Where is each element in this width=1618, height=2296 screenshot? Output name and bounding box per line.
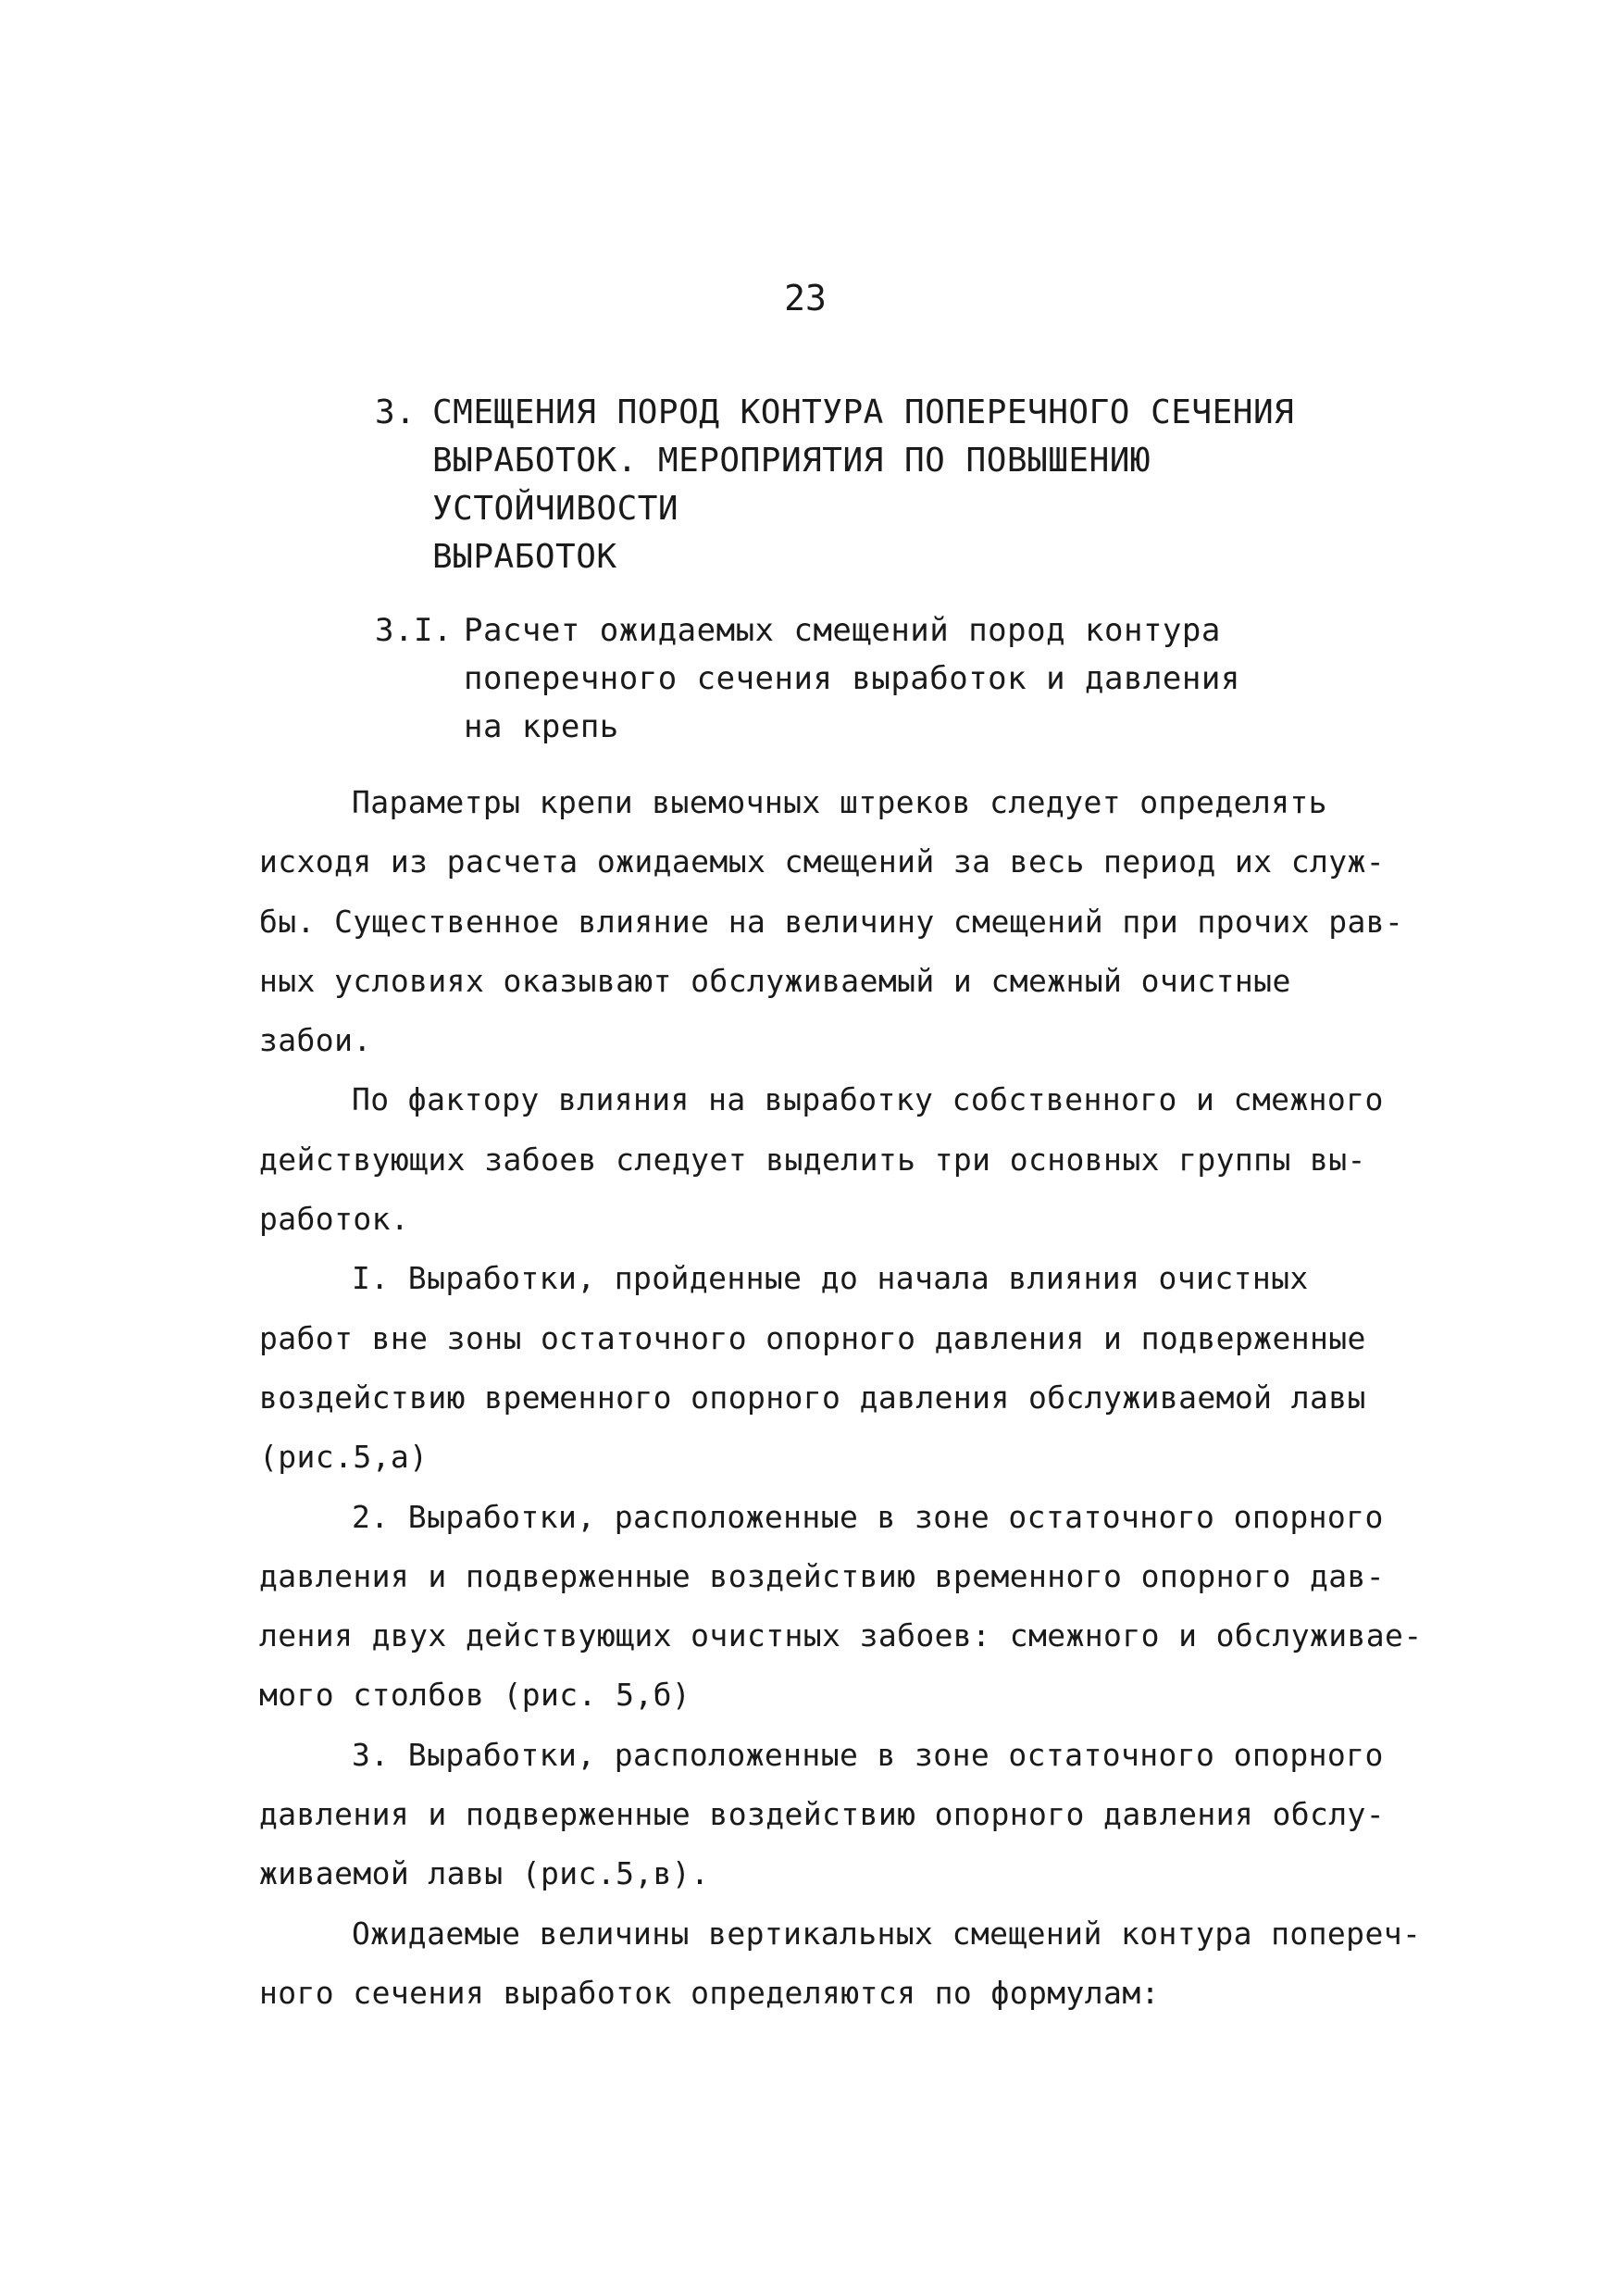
list-item-1-line: I. Выработки, пройденные до начала влияния очистных [352, 1260, 1309, 1297]
section-title-line: ВЫРАБОТОК. МЕРОПРИЯТИЯ ПО ПОВЫШЕНИЮ УСТОЙЧИВОСТИ [432, 442, 1151, 528]
body-line: (рис.5,а) [259, 1439, 429, 1476]
section-title-line: СМЕЩЕНИЯ ПОРОД КОНТУРА ПОПЕРЕЧНОГО СЕЧЕНИЯ [432, 393, 1295, 431]
subsection-title-line: на крепь [464, 708, 619, 745]
list-item-3-line: 3. Выработки, расположенные в зоне остаточного опорного [352, 1736, 1384, 1773]
section-heading [375, 389, 1393, 581]
subsection-number: 3.I. [375, 612, 453, 649]
body-line: По фактору влияния на выработку собственного и смежного [352, 1081, 1384, 1118]
body-text [259, 773, 1423, 2023]
section-number: 3. [375, 393, 417, 431]
body-line: живаемой лавы (рис.5,в). [259, 1855, 710, 1892]
body-line: исходя из расчета ожидаемых смещений за весь период их служ- [259, 843, 1386, 880]
body-line: работок. [259, 1201, 410, 1238]
page-number: 23 [784, 278, 827, 318]
subsection-title-line: поперечного сечения выработок и давления [464, 660, 1240, 697]
body-line: забои. [259, 1022, 372, 1059]
subsection-title-line: Расчет ожидаемых смещений пород контура [464, 612, 1221, 649]
body-line: ных условиях оказывают обслуживаемый и смежный очистные [259, 962, 1291, 999]
subsection-heading [375, 606, 1393, 751]
body-line: Ожидаемые величины вертикальных смещений контура попереч- [352, 1915, 1422, 1952]
body-line: воздействию временного опорного давления обслуживаемой лавы [259, 1379, 1366, 1416]
body-line: давления и подверженные воздействию опорного давления обслу- [259, 1796, 1386, 1833]
body-line: бы. Существенное влияние на величину смещений при прочих рав- [259, 903, 1404, 940]
section-title-line: ВЫРАБОТОК [432, 538, 617, 576]
body-line: мого столбов (рис. 5,б) [259, 1677, 691, 1714]
list-item-2-line: 2. Выработки, расположенные в зоне остаточного опорного [352, 1498, 1384, 1535]
body-line: действующих забоев следует выделить три основных группы вы- [259, 1141, 1366, 1178]
body-line: ления двух действующих очистных забоев: смежного и обслуживае- [259, 1617, 1423, 1654]
body-line: ного сечения выработок определяются по формулам: [259, 1974, 1160, 2011]
body-line: давления и подверженные воздействию временного опорного дав- [259, 1557, 1386, 1594]
body-line: Параметры крепи выемочных штреков следует определять [352, 784, 1327, 820]
body-line: работ вне зоны остаточного опорного давления и подверженные [259, 1319, 1366, 1356]
